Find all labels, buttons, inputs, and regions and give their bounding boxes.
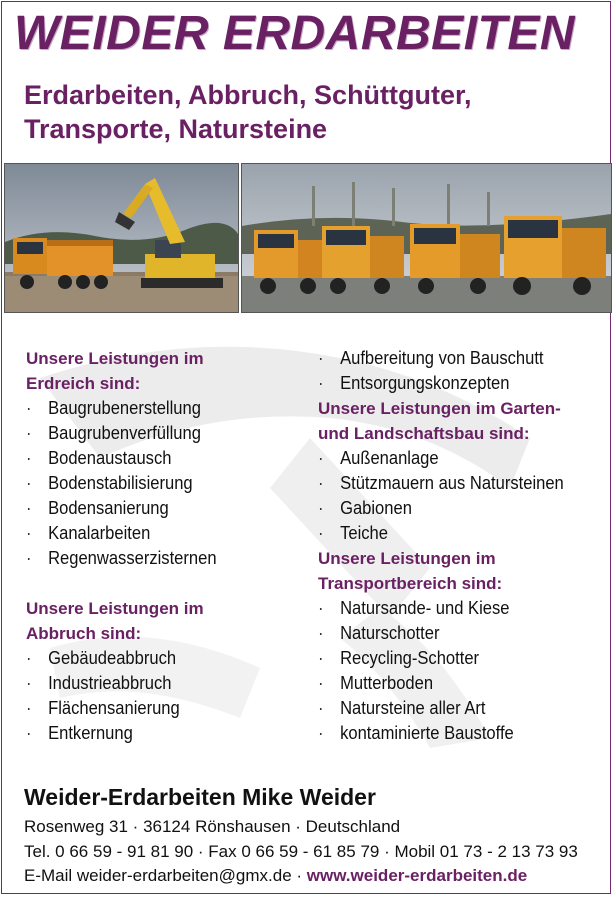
company-name: Weider-Erdarbeiten Mike Weider — [24, 784, 376, 810]
truck-fleet-photo — [241, 163, 612, 313]
list-item: · Entkernung — [26, 723, 133, 743]
tagline-line-2: Transporte, Natursteine — [24, 114, 328, 144]
list-item: · kontaminierte Baustoffe — [318, 723, 514, 743]
address: Rosenweg 31 · 36124 Rönshausen · Deutschland — [24, 817, 401, 836]
list-item: · Natursteine aller Art — [318, 698, 486, 718]
tagline — [24, 78, 472, 146]
services-left-column — [26, 346, 306, 746]
list-item: · Bodensanierung — [26, 498, 169, 518]
website-link[interactable]: www.weider-erdarbeiten.de — [306, 866, 528, 885]
list-item: · Baugrubenerstellung — [26, 398, 201, 418]
list-item: · Außenanlage — [318, 448, 439, 468]
list-item: · Kanalarbeiten — [26, 523, 151, 543]
separator: · — [291, 866, 307, 885]
list-item: · Teiche — [318, 523, 388, 543]
phone-numbers: Tel. 0 66 59 - 91 81 90 · Fax 0 66 59 - 61 85 79 · Mobil 01 73 - 2 13 73 93 — [24, 842, 578, 861]
erdreich-heading-1: Unsere Leistungen im — [26, 349, 204, 368]
list-item: · Aufbereitung von Bauschutt — [318, 348, 544, 368]
list-item: · Recycling-Schotter — [318, 648, 480, 668]
transport-heading-2: Transportbereich sind: — [318, 574, 503, 593]
list-item: · Industrieabbruch — [26, 673, 172, 693]
transport-heading-1: Unsere Leistungen im — [318, 549, 496, 568]
list-item: · Naturschotter — [318, 623, 440, 643]
list-item: · Gebäudeabbruch — [26, 648, 177, 668]
list-item: · Stützmauern aus Natursteinen — [318, 473, 564, 493]
brand-title: WEIDER ERDARBEITEN — [14, 7, 576, 60]
list-item: · Flächensanierung — [26, 698, 180, 718]
abbruch-heading-1: Unsere Leistungen im — [26, 599, 204, 618]
abbruch-heading-2: Abbruch sind: — [26, 624, 142, 643]
list-item: · Mutterboden — [318, 673, 434, 693]
list-item: · Bodenstabilisierung — [26, 473, 193, 493]
email-link[interactable]: E-Mail weider-erdarbeiten@gmx.de — [24, 866, 292, 885]
list-item: · Regenwasserzisternen — [26, 548, 217, 568]
list-item: · Entsorgungskonzepten — [318, 373, 510, 393]
list-item: · Baugrubenverfüllung — [26, 423, 201, 443]
services-right-column — [318, 346, 608, 746]
list-item: · Gabionen — [318, 498, 412, 518]
list-item: · Bodenaustausch — [26, 448, 172, 468]
erdreich-heading-2: Erdreich sind: — [26, 374, 141, 393]
truck-and-excavator-photo — [4, 163, 239, 313]
email-website-row — [24, 866, 527, 886]
list-item: · Natursande- und Kiese — [318, 598, 510, 618]
garten-heading-2: und Landschaftsbau sind: — [318, 424, 530, 443]
tagline-line-1: Erdarbeiten, Abbruch, Schüttguter, — [24, 80, 472, 110]
garten-heading-1: Unsere Leistungen im Garten- — [318, 399, 561, 418]
